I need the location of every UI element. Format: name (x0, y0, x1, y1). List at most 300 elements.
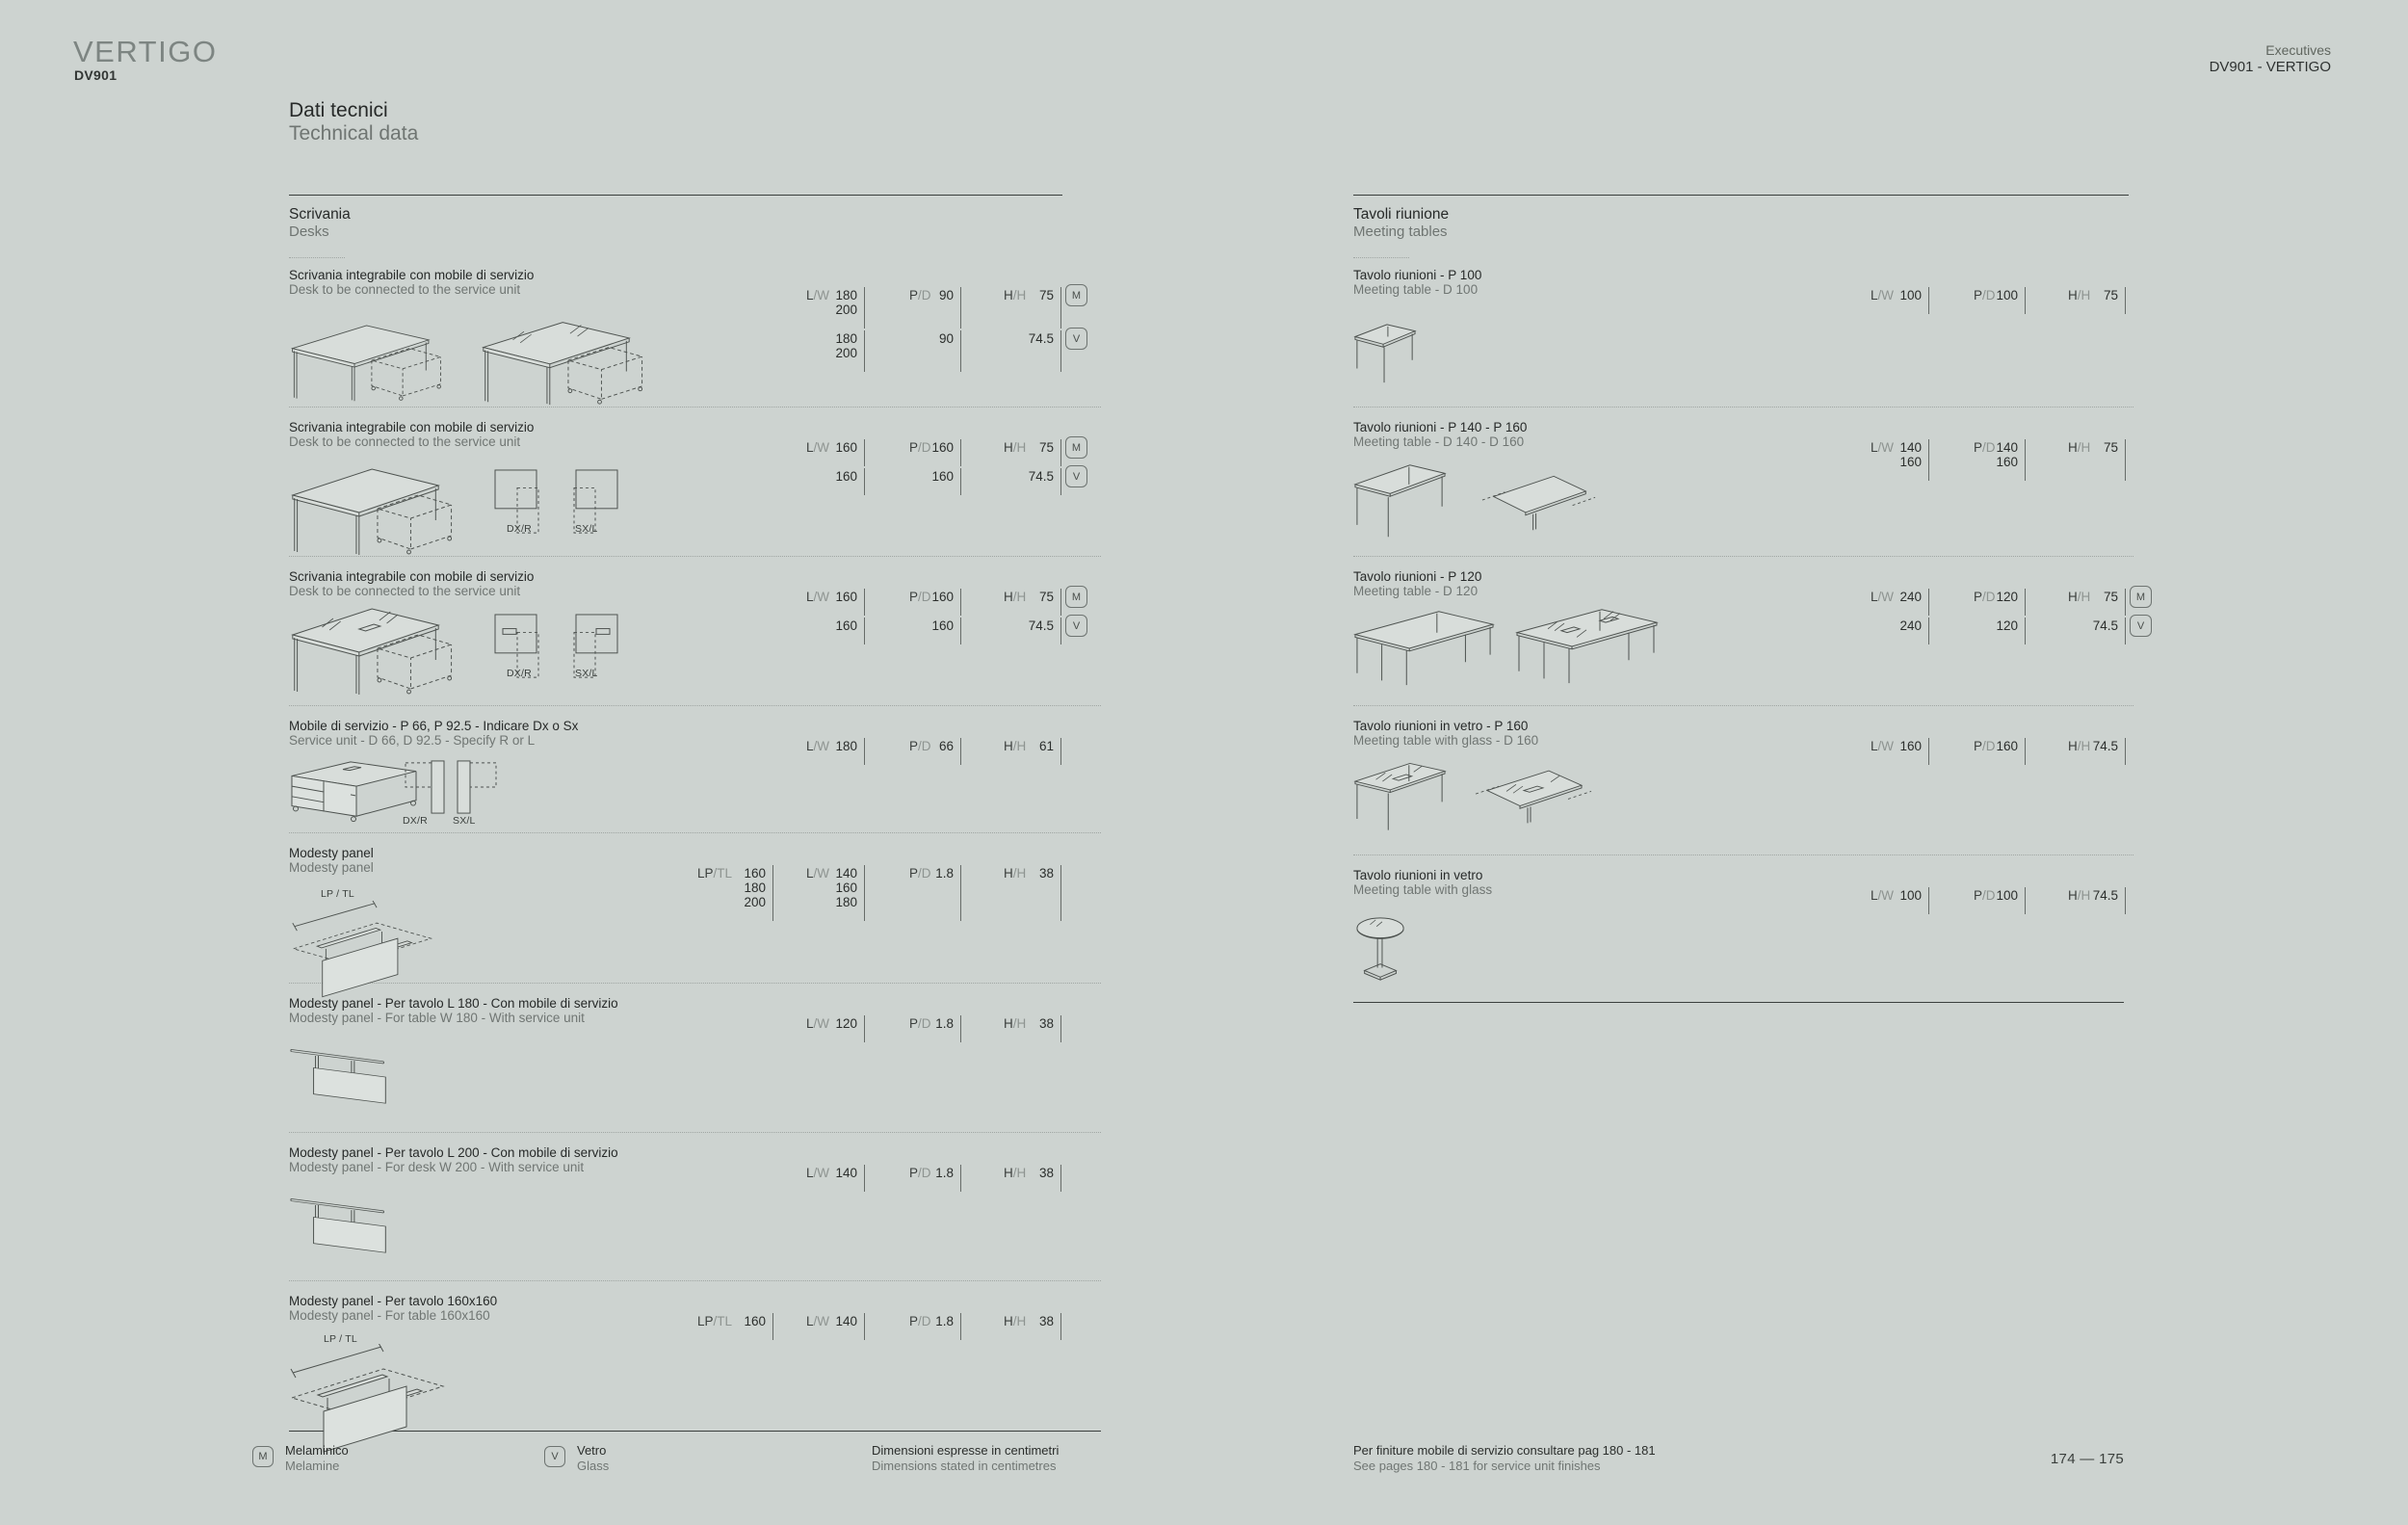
badge-letter: M (1071, 441, 1082, 454)
spec-label (806, 1166, 829, 1180)
spec-divider (2025, 618, 2026, 644)
spec-label (806, 1314, 829, 1328)
spec-label (1004, 440, 1026, 455)
spec-values (931, 590, 954, 604)
spec-label-primary: P (1974, 739, 1983, 753)
spec-values (744, 1314, 766, 1328)
spec-divider (1060, 589, 1061, 616)
brand-model: DV901 (74, 67, 118, 83)
product-title-en: Modesty panel - For table 160x160 (289, 1308, 490, 1323)
spec-label (909, 1166, 931, 1180)
spec-value: 200 (835, 346, 857, 360)
spec-label (1871, 888, 1894, 903)
spec-label-primary: L (1871, 888, 1878, 903)
spec-label-secondary: /H (2077, 888, 2091, 903)
spec-divider (1060, 1165, 1061, 1192)
spec-divider (960, 738, 961, 765)
spec-divider (1928, 287, 1929, 314)
product-title-en: Desk to be connected to the service unit (289, 584, 521, 598)
spec-value: 75 (1038, 590, 1054, 604)
spec-label-primary: H (1004, 1016, 1013, 1031)
spec-values (835, 618, 857, 633)
melamine-legend (285, 1443, 349, 1474)
spec-value: 74.5 (1028, 331, 1054, 346)
spec-divider (960, 1165, 961, 1192)
spec-label (1871, 440, 1894, 455)
spec-divider (960, 618, 961, 644)
desk-service-melamine-illustration (289, 318, 453, 403)
spec-label (806, 1016, 829, 1031)
spec-label-primary: H (2068, 888, 2078, 903)
spec-label-secondary: /W (813, 590, 830, 604)
spec-value: 74.5 (2092, 618, 2118, 633)
spec-divider (1060, 738, 1061, 765)
spec-values (939, 331, 954, 346)
product-title-en: Modesty panel - For desk W 200 - With service unit (289, 1160, 585, 1174)
product-title-en: Modesty panel - For table W 180 - With service unit (289, 1011, 585, 1025)
product-title-en: Meeting table - D 100 (1353, 282, 1479, 297)
spec-label-secondary: /D (918, 1166, 931, 1180)
spec-label (1974, 288, 1996, 302)
spec-values (931, 618, 954, 633)
badge-letter: M (2135, 591, 2146, 603)
spec-value: 180 (835, 288, 857, 302)
section-header-separator (289, 257, 345, 258)
spec-label-primary: P (909, 1166, 919, 1180)
spec-label-primary: L (806, 866, 814, 881)
spec-label (697, 866, 732, 881)
product-separator (289, 1132, 1101, 1133)
product-title-it: Mobile di servizio - P 66, P 92.5 - Indicare Dx o Sx (289, 719, 579, 733)
spec-value: 75 (1038, 440, 1054, 455)
spec-label-secondary: /W (813, 1016, 830, 1031)
modesty-panel-rail-illustration (289, 1042, 403, 1112)
spec-label-primary: L (1871, 288, 1878, 302)
spec-value: 75 (2103, 288, 2118, 302)
table-long-illustration (1353, 607, 1496, 688)
spec-value: 140 (835, 866, 857, 881)
spec-divider (864, 330, 865, 372)
spec-values (1039, 440, 1054, 455)
spec-label-secondary: /D (918, 1314, 931, 1328)
spec-label (2068, 288, 2090, 302)
section-title-en: Meeting tables (1353, 223, 1448, 240)
plan-vertical-dxr-illustration (405, 759, 447, 815)
dimensions-note-it: Dimensioni espresse in centimetri (872, 1443, 1060, 1458)
spec-label-primary: H (2068, 590, 2078, 604)
spec-divider (2025, 738, 2026, 765)
spec-value: 180 (835, 895, 857, 909)
spec-label-primary: H (1004, 1166, 1013, 1180)
product-separator (1353, 556, 2133, 557)
spec-divider (2025, 887, 2026, 914)
section-bottom-rule (1353, 1002, 2124, 1003)
product-title-it: Scrivania integrabile con mobile di servizio (289, 268, 535, 282)
glass-legend (577, 1443, 609, 1474)
spec-divider (960, 865, 961, 921)
spec-values (2104, 440, 2118, 455)
spec-divider (1060, 1313, 1061, 1340)
badge-letter: M (1071, 591, 1082, 603)
spec-divider (1928, 439, 1929, 481)
badge-letter: V (551, 1451, 559, 1462)
spec-values (935, 1314, 954, 1328)
spec-divider (1928, 887, 1929, 914)
badge-letter: V (2136, 619, 2145, 632)
spec-label (909, 440, 931, 455)
spec-label-secondary: /H (1012, 1166, 1027, 1180)
spec-divider (960, 1313, 961, 1340)
spec-values (1899, 739, 1922, 753)
spec-value: 75 (2103, 440, 2118, 455)
spec-label (2068, 440, 2090, 455)
collection-model: DV901 - VERTIGO (2209, 59, 2331, 75)
spec-label-primary: P (909, 866, 919, 881)
desk-service-glass-illustration (480, 314, 655, 407)
spec-divider (2025, 589, 2026, 616)
spec-value: 38 (1038, 1314, 1054, 1328)
spec-label-secondary: /W (813, 1314, 830, 1328)
spec-values (1899, 590, 1922, 604)
material-badge-v (1065, 328, 1087, 350)
glass-badge (544, 1446, 565, 1467)
spec-values (939, 288, 954, 302)
spec-divider (1060, 618, 1061, 644)
spec-values (939, 739, 954, 753)
spec-label-primary: L (806, 739, 814, 753)
spec-label (1004, 590, 1026, 604)
modesty-panel-rails-illustration (289, 1344, 448, 1458)
spec-values (835, 1016, 857, 1031)
product-title-en: Service unit - D 66, D 92.5 - Specify R or L (289, 733, 536, 748)
finishes-note-it: Per finiture mobile di servizio consultare pag 180 - 181 (1353, 1443, 1656, 1458)
spec-divider (864, 1015, 865, 1042)
spec-value: 160 (1899, 739, 1922, 753)
spec-value: 38 (1038, 1016, 1054, 1031)
spec-label (806, 590, 829, 604)
spec-divider (2125, 439, 2126, 481)
spec-value: 160 (1996, 739, 2018, 753)
modesty-panel-rails-illustration (291, 901, 435, 1002)
spec-values (835, 739, 857, 753)
spec-label (806, 739, 829, 753)
product-separator (289, 832, 1101, 833)
section-title-it: Tavoli riunione (1353, 206, 1450, 223)
spec-label-secondary: /W (813, 866, 830, 881)
product-title-it: Scrivania integrabile con mobile di servizio (289, 420, 535, 434)
spec-value: 160 (1996, 455, 2018, 469)
spec-value: 1.8 (935, 1166, 954, 1180)
spec-divider (1060, 330, 1061, 372)
diagram-label: DX/R (507, 523, 532, 535)
diagram-label: LP / TL (324, 1333, 357, 1345)
spec-label-secondary: /W (1877, 888, 1895, 903)
product-separator (289, 1280, 1101, 1281)
spec-value: 100 (1996, 888, 2018, 903)
spec-label (909, 1314, 931, 1328)
spec-divider (772, 1313, 773, 1340)
spec-value: 160 (931, 440, 954, 455)
spec-value: 38 (1038, 1166, 1054, 1180)
diagram-label: SX/L (575, 668, 598, 679)
spec-value: 160 (835, 881, 857, 895)
product-title-en: Modesty panel (289, 860, 374, 875)
spec-divider (864, 1165, 865, 1192)
spec-label-primary: H (2068, 288, 2078, 302)
spec-label-primary: L (806, 1314, 814, 1328)
spec-label-secondary: /W (813, 1166, 830, 1180)
spec-label-secondary: /H (2077, 590, 2091, 604)
spec-label-primary: L (806, 1016, 814, 1031)
material-badge-m (1065, 284, 1087, 306)
spec-values (2093, 739, 2118, 753)
plan-vertical-sxl-illustration (455, 759, 497, 815)
badge-letter: V (1072, 470, 1081, 483)
spec-value: 160 (835, 469, 857, 484)
spec-value: 180 (835, 739, 857, 753)
spec-values (1899, 888, 1922, 903)
spec-values (1039, 288, 1054, 302)
spec-label-secondary: /D (1982, 590, 1996, 604)
spec-values (935, 866, 954, 881)
table-square-illustration (1353, 460, 1448, 541)
spec-value: 120 (835, 1016, 857, 1031)
spec-label-primary: H (1004, 1314, 1013, 1328)
spec-divider (864, 738, 865, 765)
spec-divider (1060, 865, 1061, 921)
finishes-note (1353, 1443, 1656, 1474)
spec-divider (1060, 287, 1061, 329)
material-badge-m (2130, 586, 2152, 608)
spec-label-secondary: /H (2077, 739, 2091, 753)
spec-values (1039, 866, 1054, 881)
spec-value: 180 (835, 331, 857, 346)
glass-label-it: Vetro (577, 1443, 607, 1458)
spec-values (835, 469, 857, 484)
spec-divider (1060, 439, 1061, 466)
spec-label-secondary: /H (1012, 739, 1027, 753)
spec-label-secondary: /W (1877, 288, 1895, 302)
spec-label (909, 739, 931, 753)
spec-values (935, 1166, 954, 1180)
spec-value: 90 (938, 288, 954, 302)
spec-label-secondary: /W (1877, 590, 1895, 604)
spec-values (1039, 1314, 1054, 1328)
spec-divider (772, 865, 773, 921)
spec-divider (960, 439, 961, 466)
spec-label (909, 590, 931, 604)
spec-values (835, 440, 857, 455)
spec-value: 1.8 (935, 1314, 954, 1328)
product-title-it: Modesty panel (289, 846, 374, 860)
brand-logo: VERTIGO (73, 35, 218, 68)
product-title-it: Tavolo riunioni - P 140 - P 160 (1353, 420, 1528, 434)
spec-value: 74.5 (1028, 469, 1054, 484)
spec-value: 120 (1996, 618, 2018, 633)
spec-label-primary: L (806, 288, 814, 302)
spec-value: 160 (931, 469, 954, 484)
spec-label-primary: L (1871, 440, 1878, 455)
desk-service-glass-port-illustration (289, 600, 464, 697)
spec-values (1996, 888, 2018, 903)
spec-value: 140 (835, 1314, 857, 1328)
melamine-badge (252, 1446, 274, 1467)
diagram-label: DX/R (507, 668, 532, 679)
spec-label (1004, 288, 1026, 302)
product-title-it: Scrivania integrabile con mobile di servizio (289, 569, 535, 584)
product-separator (1353, 705, 2133, 706)
section-top-rule (1353, 195, 2129, 196)
spec-values (1039, 739, 1054, 753)
spec-label (1004, 866, 1026, 881)
spec-label-primary: P (909, 440, 919, 455)
spec-values (835, 590, 857, 604)
spec-divider (864, 287, 865, 329)
spec-value: 100 (1899, 288, 1922, 302)
dimensions-note-en: Dimensions stated in centimetres (872, 1459, 1057, 1473)
spec-value: 100 (1996, 288, 2018, 302)
spec-value: 75 (1038, 288, 1054, 302)
header-right (2210, 42, 2331, 76)
page-title-it: Dati tecnici (289, 99, 388, 121)
spec-label-secondary: /H (1012, 590, 1027, 604)
spec-label (909, 1016, 931, 1031)
spec-value: 1.8 (935, 1016, 954, 1031)
spec-label-secondary: /H (1012, 1016, 1027, 1031)
spec-label-primary: P (909, 1016, 919, 1031)
spec-divider (1928, 738, 1929, 765)
spec-label-primary: L (1871, 739, 1878, 753)
badge-letter: M (1071, 289, 1082, 302)
spec-label-secondary: /D (1982, 888, 1996, 903)
spec-label (1871, 288, 1894, 302)
diagram-label: DX/R (403, 815, 428, 827)
section-header-separator (1353, 257, 1409, 258)
spec-value: 160 (931, 618, 954, 633)
spec-value: 160 (931, 590, 954, 604)
product-title-en: Desk to be connected to the service unit (289, 282, 521, 297)
product-separator (1353, 407, 2133, 408)
product-title-en: Meeting table - D 120 (1353, 584, 1479, 598)
spec-label-primary: H (1004, 866, 1013, 881)
spec-label-secondary: /H (1012, 288, 1027, 302)
spec-divider (864, 439, 865, 466)
spec-divider (1928, 618, 1929, 644)
spec-divider (1060, 1015, 1061, 1042)
product-separator (289, 407, 1101, 408)
spec-divider (2125, 738, 2126, 765)
spec-divider (864, 618, 865, 644)
material-badge-m (1065, 586, 1087, 608)
spec-label-secondary: /D (918, 866, 931, 881)
meeting-tables-column (1353, 0, 2182, 1525)
spec-label-secondary: /H (1012, 866, 1027, 881)
spec-values (2093, 618, 2118, 633)
spec-value: 74.5 (2092, 888, 2118, 903)
diagram-label: LP / TL (321, 888, 354, 900)
spec-divider (864, 589, 865, 616)
spec-values (1996, 440, 2018, 469)
spec-label-secondary: /W (1877, 440, 1895, 455)
spec-label (1004, 1314, 1026, 1328)
page-title-en: Technical data (289, 122, 419, 145)
spec-value: 160 (835, 440, 857, 455)
spec-label-primary: P (1974, 288, 1983, 302)
material-badge-m (1065, 436, 1087, 459)
spec-values (1899, 288, 1922, 302)
spec-values (835, 1314, 857, 1328)
spec-label-secondary: /W (1877, 739, 1895, 753)
product-title-it: Tavolo riunioni - P 100 (1353, 268, 1482, 282)
spec-divider (960, 589, 961, 616)
spec-value: 74.5 (1028, 618, 1054, 633)
melamine-label-it: Melaminico (285, 1443, 349, 1458)
spec-value: 160 (744, 1314, 766, 1328)
spec-value: 90 (938, 331, 954, 346)
badge-letter: V (1072, 619, 1081, 632)
spec-label-secondary: /D (918, 739, 931, 753)
section-top-rule (289, 195, 1062, 196)
spec-label-secondary: /TL (713, 1314, 733, 1328)
spec-label-primary: H (1004, 440, 1013, 455)
product-title-it: Tavolo riunioni in vetro - P 160 (1353, 719, 1529, 733)
table-long-glass-illustration (1515, 605, 1660, 686)
spec-label-primary: H (1004, 739, 1013, 753)
product-title-it: Modesty panel - Per tavolo 160x160 (289, 1294, 498, 1308)
spec-label-secondary: /D (1982, 288, 1996, 302)
product-title-en: Meeting table with glass - D 160 (1353, 733, 1539, 748)
spec-divider (960, 468, 961, 495)
spec-values (931, 440, 954, 455)
spec-label (1004, 1166, 1026, 1180)
product-title-it: Modesty panel - Per tavolo L 180 - Con mobile di servizio (289, 996, 618, 1011)
spec-divider (2025, 439, 2026, 481)
spec-value: 74.5 (2092, 739, 2118, 753)
spec-divider (960, 330, 961, 372)
spec-values (835, 331, 857, 360)
spec-divider (864, 1313, 865, 1340)
spec-values (935, 1016, 954, 1031)
spec-label (1974, 739, 1996, 753)
product-title-en: Meeting table - D 140 - D 160 (1353, 434, 1525, 449)
spec-value: 140 (1996, 440, 2018, 455)
material-badge-v (2130, 615, 2152, 637)
spec-label (909, 288, 931, 302)
spec-label-primary: H (2068, 440, 2078, 455)
spec-label-primary: P (909, 739, 919, 753)
spec-values (1029, 618, 1054, 633)
dimensions-note (872, 1443, 1059, 1474)
spec-label-primary: LP (697, 866, 714, 881)
spec-divider (2025, 287, 2026, 314)
spec-label-primary: P (1974, 590, 1983, 604)
spec-label (909, 866, 931, 881)
spec-label-secondary: /TL (713, 866, 733, 881)
spec-value: 160 (835, 618, 857, 633)
spec-value: 100 (1899, 888, 1922, 903)
melamine-label-en: Melamine (285, 1459, 340, 1473)
spec-values (835, 1166, 857, 1180)
spec-values (1996, 618, 2018, 633)
desks-column (289, 0, 1117, 1525)
spec-label-primary: P (909, 590, 919, 604)
spec-label-secondary: /W (813, 288, 830, 302)
spec-label-secondary: /D (918, 590, 931, 604)
spec-label-secondary: /D (1982, 739, 1996, 753)
page-number: 174 — 175 (2050, 1451, 2124, 1467)
spec-divider (1060, 468, 1061, 495)
spec-label-secondary: /D (918, 288, 931, 302)
